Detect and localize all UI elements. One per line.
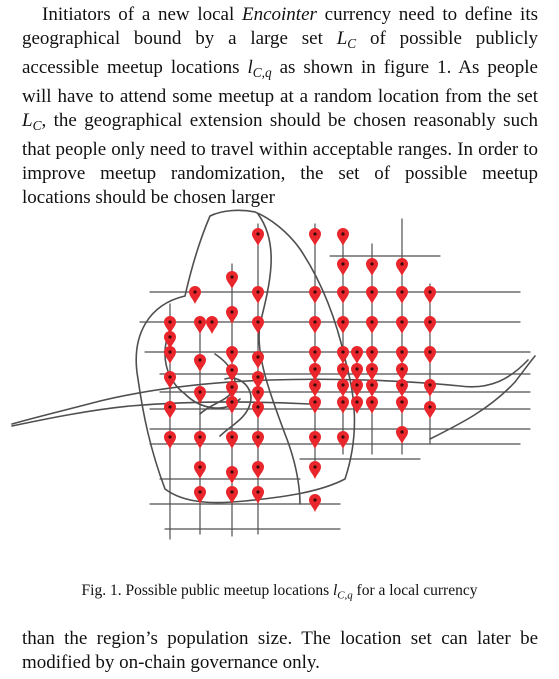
- meetup-location-pin-icon: [396, 396, 408, 414]
- text-run: , the geographical extension should be chosen reasonably such that people only need to travel within acceptable ranges. In order to improve meetup randomization, the set of possible meetup locations should be chosen larger: [22, 109, 538, 208]
- meetup-location-pin-icon: [337, 363, 349, 381]
- meetup-location-pin-icon: [337, 316, 349, 334]
- caption-math-subscript: C,q: [337, 589, 353, 602]
- meetup-pins: [164, 228, 436, 512]
- meetup-location-pin-icon: [366, 316, 378, 334]
- body-paragraph-2: than the region’s population size. The location set can later be modified by on-chain governance only.: [22, 628, 538, 673]
- meetup-location-pin-icon: [337, 379, 349, 397]
- meetup-location-pin-icon: [366, 379, 378, 397]
- meetup-location-pin-icon: [366, 346, 378, 364]
- text-run: Initiators of a new local: [42, 4, 242, 25]
- meetup-location-pin-icon: [396, 363, 408, 381]
- caption-text-end: for a local currency: [352, 582, 478, 599]
- meetup-location-pin-icon: [337, 228, 349, 246]
- meetup-location-pin-icon: [226, 271, 238, 289]
- meetup-location-pin-icon: [396, 379, 408, 397]
- meetup-location-pin-icon: [309, 363, 321, 381]
- meetup-location-pin-icon: [396, 286, 408, 304]
- caption-label: Fig. 1.: [81, 582, 122, 599]
- text-run: as shown in figure 1. As people will have to attend some meetup at a random location from the set: [22, 56, 538, 107]
- math-symbol-l: l: [247, 56, 253, 78]
- meetup-location-pin-icon: [252, 316, 264, 334]
- meetup-location-pin-icon: [309, 379, 321, 397]
- meetup-location-pin-icon: [189, 286, 201, 304]
- meetup-location-pin-icon: [226, 346, 238, 364]
- text-run: currency need to define its geographical bound by a large set: [22, 4, 538, 49]
- meetup-location-pin-icon: [351, 396, 363, 414]
- road: [12, 402, 310, 426]
- meetup-location-pin-icon: [309, 396, 321, 414]
- text-run: of possible publicly accessible meetup locations: [22, 28, 538, 78]
- math-symbol-L: L: [336, 28, 348, 49]
- meetup-location-pin-icon: [366, 396, 378, 414]
- meetup-location-pin-icon: [309, 461, 321, 479]
- caption-text: Possible public meetup locations: [121, 582, 333, 599]
- meetup-location-pin-icon: [194, 316, 206, 334]
- meetup-location-pin-icon: [337, 431, 349, 449]
- meetup-location-pin-icon: [164, 401, 176, 419]
- road-network: [12, 210, 535, 539]
- body-paragraph-1: [22, 3, 538, 210]
- meetup-location-pin-icon: [424, 286, 436, 304]
- meetup-location-pin-icon: [194, 431, 206, 449]
- meetup-location-pin-icon: [309, 346, 321, 364]
- meetup-location-pin-icon: [351, 346, 363, 364]
- meetup-location-pin-icon: [226, 431, 238, 449]
- meetup-location-pin-icon: [396, 316, 408, 334]
- emphasis-encointer: Encointer: [241, 4, 317, 25]
- meetup-location-pin-icon: [366, 286, 378, 304]
- math-symbol-L: L: [22, 109, 33, 131]
- math-subscript: C,q: [252, 64, 272, 80]
- meetup-location-pin-icon: [337, 396, 349, 414]
- meetup-location-pin-icon: [337, 286, 349, 304]
- caption-math-symbol: l: [332, 582, 338, 599]
- meetup-location-pin-icon: [309, 494, 321, 512]
- meetup-location-pin-icon: [194, 386, 206, 404]
- meetup-location-pin-icon: [206, 316, 218, 334]
- figure-caption: [0, 582, 559, 601]
- meetup-location-pin-icon: [309, 316, 321, 334]
- meetup-location-pin-icon: [424, 316, 436, 334]
- figure-map: [0, 204, 559, 576]
- meetup-location-pin-icon: [164, 371, 176, 389]
- city-map-diagram: [0, 204, 559, 576]
- meetup-location-pin-icon: [252, 228, 264, 246]
- meetup-location-pin-icon: [337, 346, 349, 364]
- meetup-location-pin-icon: [194, 354, 206, 372]
- meetup-location-pin-icon: [396, 426, 408, 444]
- meetup-location-pin-icon: [309, 431, 321, 449]
- road: [258, 214, 300, 504]
- meetup-location-pin-icon: [424, 346, 436, 364]
- meetup-location-pin-icon: [252, 461, 264, 479]
- meetup-location-pin-icon: [424, 379, 436, 397]
- meetup-location-pin-icon: [164, 431, 176, 449]
- meetup-location-pin-icon: [252, 431, 264, 449]
- math-subscript: C: [32, 117, 42, 133]
- meetup-location-pin-icon: [252, 286, 264, 304]
- meetup-location-pin-icon: [252, 486, 264, 504]
- meetup-location-pin-icon: [309, 286, 321, 304]
- meetup-location-pin-icon: [226, 396, 238, 414]
- meetup-location-pin-icon: [226, 466, 238, 484]
- meetup-location-pin-icon: [424, 401, 436, 419]
- meetup-location-pin-icon: [351, 363, 363, 381]
- meetup-location-pin-icon: [366, 363, 378, 381]
- meetup-location-pin-icon: [396, 346, 408, 364]
- meetup-location-pin-icon: [194, 461, 206, 479]
- meetup-location-pin-icon: [337, 258, 349, 276]
- meetup-location-pin-icon: [366, 258, 378, 276]
- meetup-location-pin-icon: [252, 401, 264, 419]
- meetup-location-pin-icon: [309, 228, 321, 246]
- meetup-location-pin-icon: [396, 258, 408, 276]
- math-subscript: C: [347, 35, 357, 51]
- meetup-location-pin-icon: [226, 306, 238, 324]
